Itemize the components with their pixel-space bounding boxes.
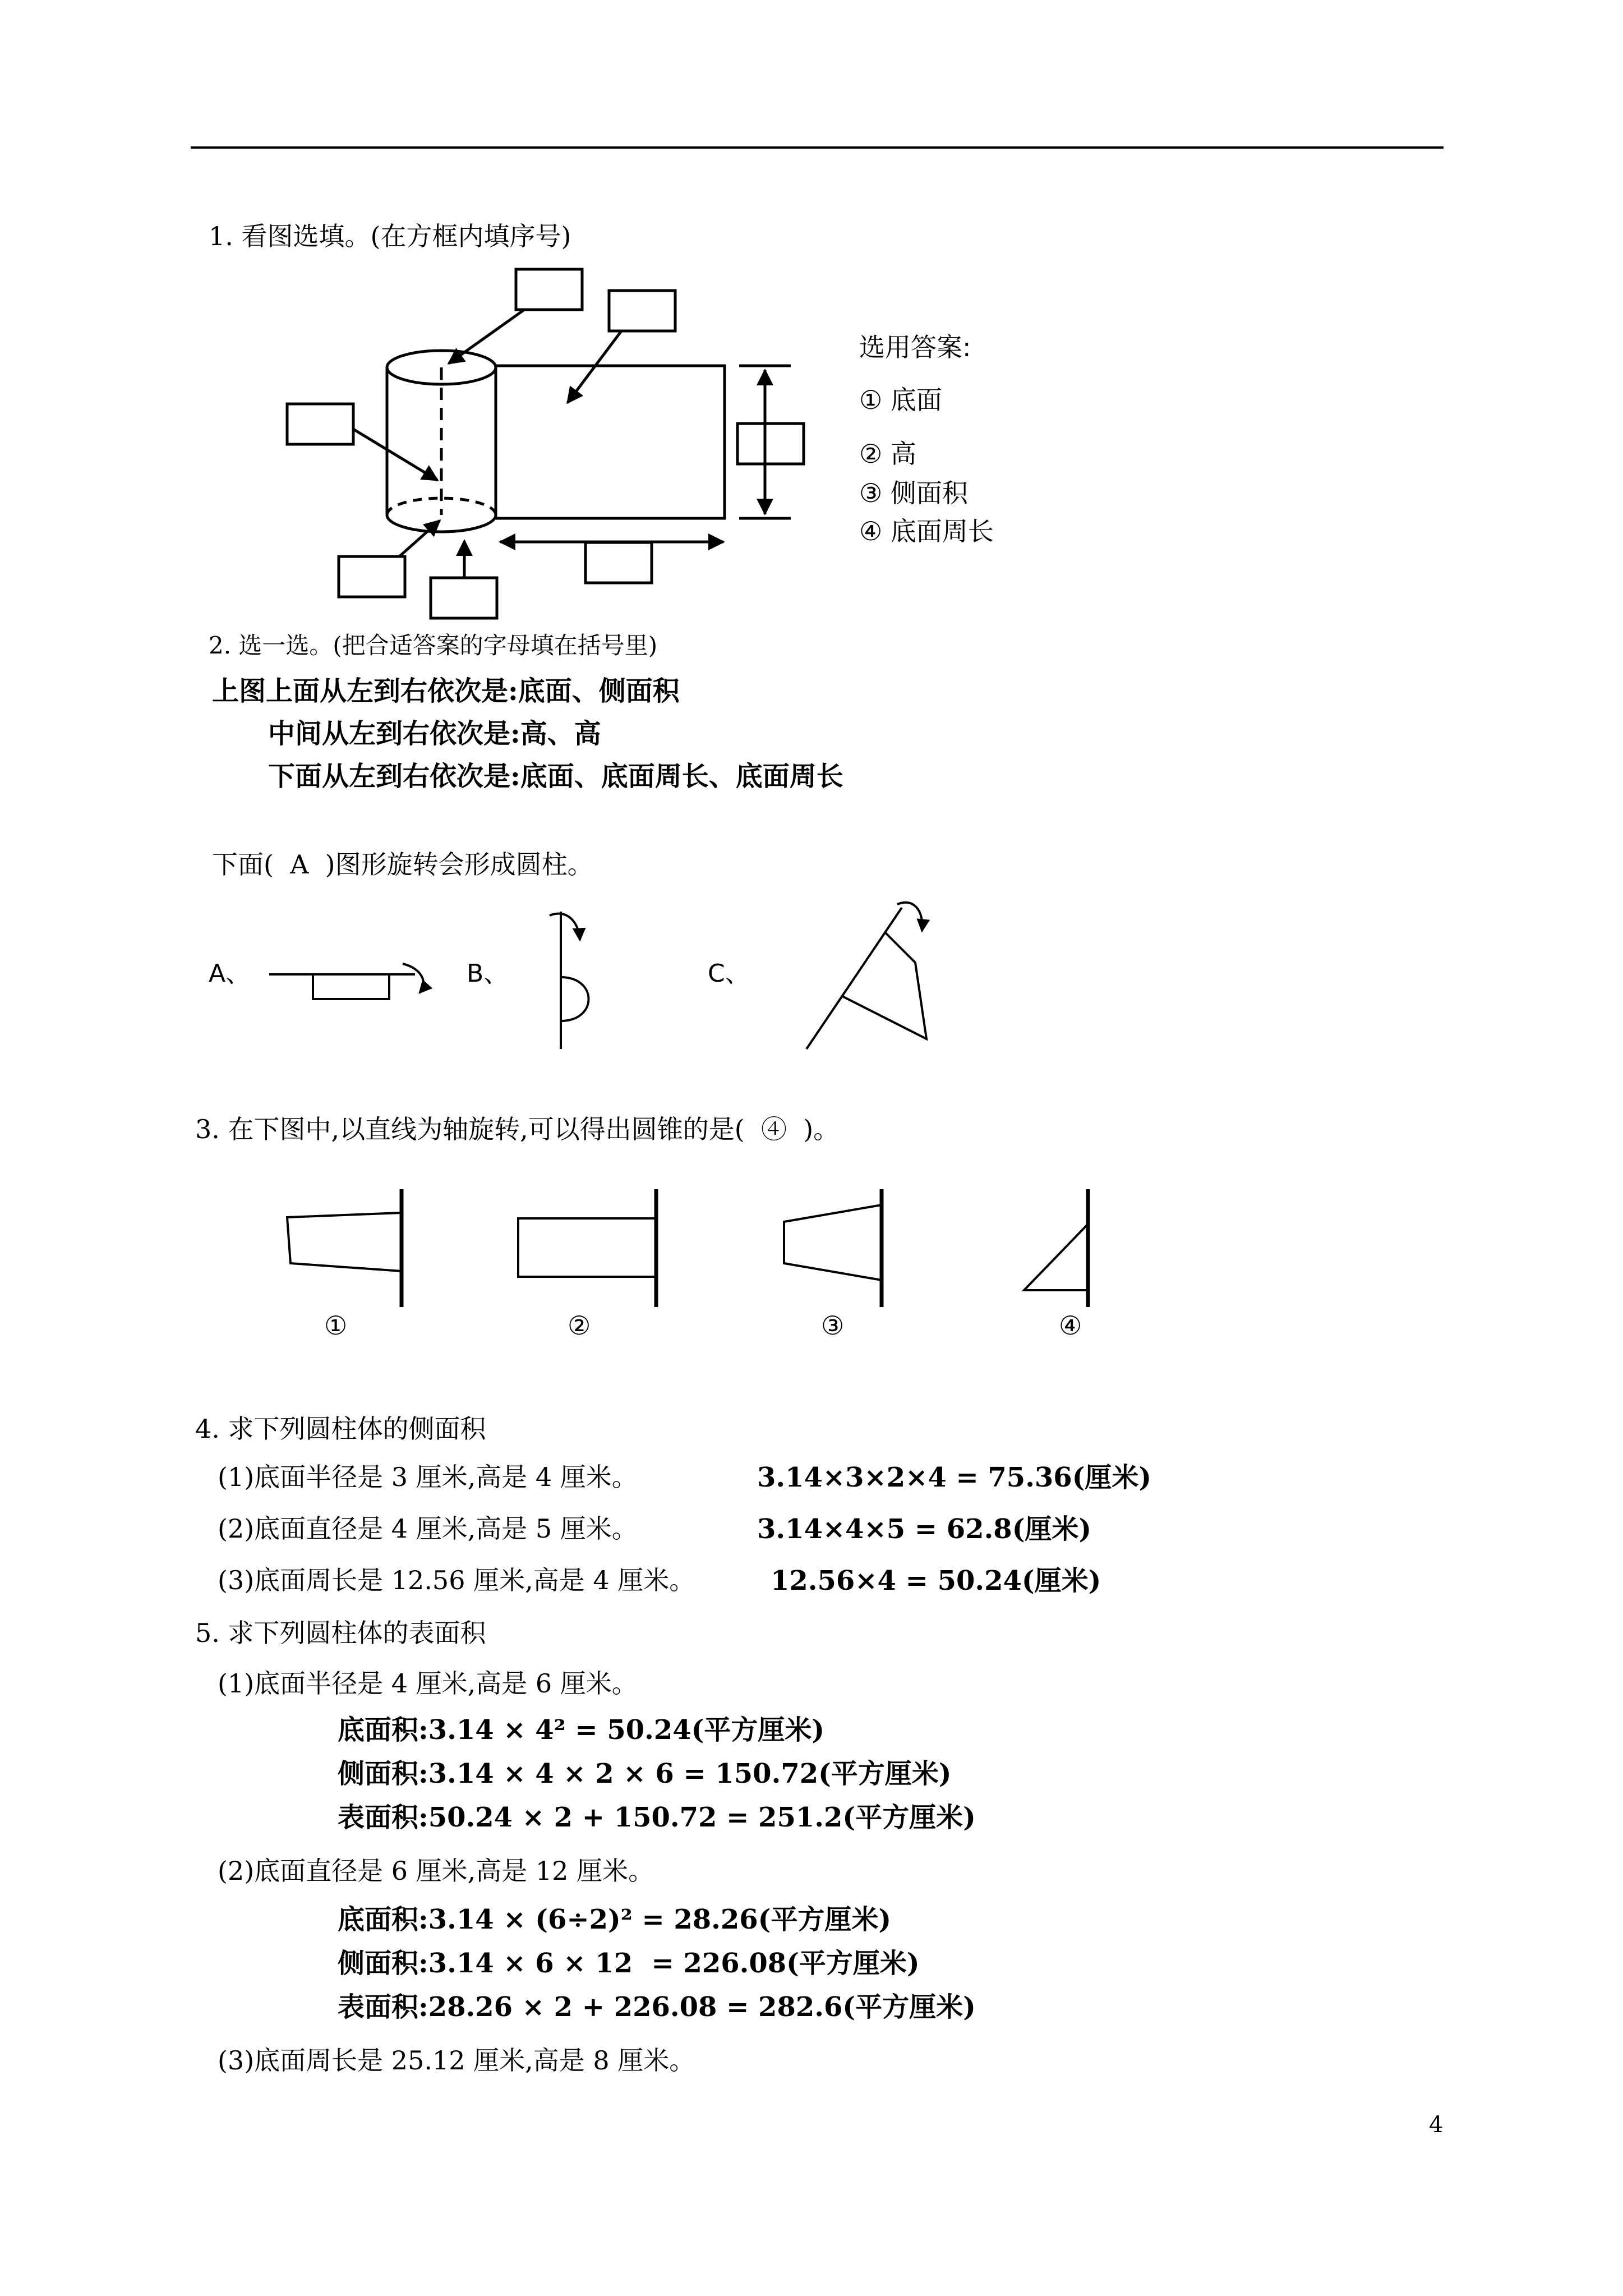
q4-item-3: (3)底面周长是 12.56 厘米,高是 4 厘米。 xyxy=(218,1565,695,1595)
q5-item-3: (3)底面周长是 25.12 厘米,高是 8 厘米。 xyxy=(218,2045,695,2076)
q2-answer-3: 下面从左到右依次是:底面、底面周长、底面周长 xyxy=(268,761,843,792)
q3-label-2: ② xyxy=(568,1310,591,1341)
cone-figure-2 xyxy=(518,1189,656,1307)
q5-item-2-line-2: 侧面积:3.14 × 6 × 12 = 226.08(平方厘米) xyxy=(338,1948,920,1979)
q2-answer-2: 中间从左到右依次是:高、高 xyxy=(268,718,601,749)
rotation-figure-c xyxy=(806,903,926,1049)
q5-item-2-line-3: 表面积:28.26 × 2 + 226.08 = 282.6(平方厘米) xyxy=(338,1991,976,2023)
answer-box-bottom-mid xyxy=(431,578,497,618)
cone-figure-4 xyxy=(1024,1189,1088,1307)
q5-item-2: (2)底面直径是 6 厘米,高是 12 厘米。 xyxy=(218,1856,654,1886)
q5-item-1-line-1: 底面积:3.14 × 4² = 50.24(平方厘米) xyxy=(338,1714,825,1746)
answer-box-bottom-left xyxy=(339,556,405,597)
q2-question: 下面( A )图形旋转会形成圆柱。 xyxy=(212,849,593,880)
q5-item-2-line-1: 底面积:3.14 × (6÷2)² = 28.26(平方厘米) xyxy=(338,1904,892,1935)
q5-title: 5. 求下列圆柱体的表面积 xyxy=(195,1618,486,1648)
q4-item-1: (1)底面半径是 3 厘米,高是 4 厘米。 xyxy=(218,1462,638,1492)
figure-label-c: C、 xyxy=(708,959,750,988)
q3-label-3: ③ xyxy=(821,1310,845,1341)
q5-item-1-line-3: 表面积:50.24 × 2 + 150.72 = 251.2(平方厘米) xyxy=(338,1802,976,1833)
q2-answer-1: 上图上面从左到右依次是:底面、侧面积 xyxy=(212,675,680,707)
rotation-figure-a xyxy=(269,964,423,999)
page-number: 4 xyxy=(1429,2112,1444,2138)
q4-answer-1: 3.14×3×2×4 = 75.36(厘米) xyxy=(757,1462,1152,1493)
q1-title: 1. 看图选填。(在方框内填序号) xyxy=(209,221,571,251)
q4-title: 4. 求下列圆柱体的侧面积 xyxy=(195,1414,486,1444)
figure-label-a: A、 xyxy=(209,959,251,988)
q1-option-1: ① 底面 xyxy=(859,385,942,415)
answer-box-top-right xyxy=(609,291,675,331)
q5-item-1-line-2: 侧面积:3.14 × 4 × 2 × 6 = 150.72(平方厘米) xyxy=(338,1758,952,1789)
answer-box-mid-right xyxy=(737,424,804,464)
cone-figure-1 xyxy=(287,1189,402,1307)
lateral-rectangle xyxy=(496,366,725,518)
answer-box-top-left xyxy=(516,269,582,310)
figure-label-b: B、 xyxy=(467,959,509,988)
q3-label-1: ① xyxy=(324,1310,348,1341)
answer-box-mid-left xyxy=(287,404,353,444)
q4-answer-2: 3.14×4×5 = 62.8(厘米) xyxy=(757,1513,1092,1545)
q3-label-4: ④ xyxy=(1059,1310,1082,1341)
rotation-figure-b xyxy=(550,912,589,1049)
answer-box-bottom-right xyxy=(585,542,652,583)
q1-option-2: ② 高 xyxy=(859,439,916,469)
q1-option-3: ③ 侧面积 xyxy=(859,478,968,508)
q1-option-4: ④ 底面周长 xyxy=(859,516,994,546)
cone-figure-3 xyxy=(784,1189,882,1307)
q3-title: 3. 在下图中,以直线为轴旋转,可以得出圆锥的是( ④ )。 xyxy=(195,1114,840,1144)
q2-title: 2. 选一选。(把合适答案的字母填在括号里) xyxy=(209,632,658,659)
q5-item-1: (1)底面半径是 4 厘米,高是 6 厘米。 xyxy=(218,1668,638,1699)
q4-item-2: (2)底面直径是 4 厘米,高是 5 厘米。 xyxy=(218,1513,638,1544)
q1-options-title: 选用答案: xyxy=(859,332,971,362)
q4-answer-3: 12.56×4 = 50.24(厘米) xyxy=(771,1565,1101,1596)
cylinder-net-diagram xyxy=(287,269,804,618)
